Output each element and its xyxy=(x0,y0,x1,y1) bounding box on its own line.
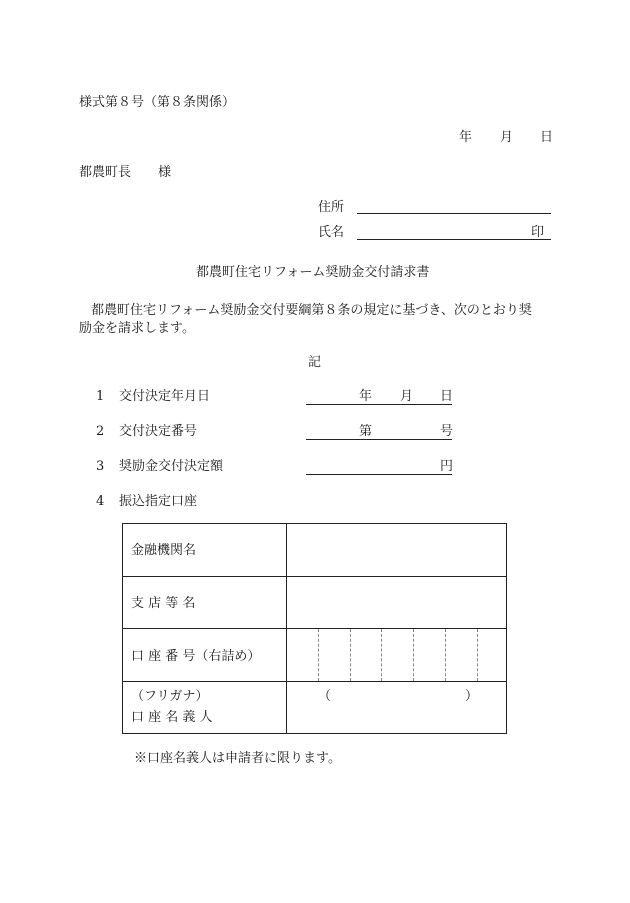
branch-name-label: 支 店 等 名 xyxy=(131,596,196,611)
digit-divider xyxy=(318,629,319,681)
item1-label: 交付決定年月日 xyxy=(119,389,211,404)
account-number-label: 口 座 番 号（右詰め） xyxy=(131,649,261,664)
digit-divider xyxy=(381,629,382,681)
account-holder-note: ※口座名義人は申請者に限ります。 xyxy=(134,751,341,766)
account-holder-label: 口 座 名 義 人 xyxy=(131,710,213,725)
item3-yen: 円 xyxy=(440,459,454,474)
item2-label: 交付決定番号 xyxy=(119,424,198,439)
item3-number: 3 xyxy=(96,459,105,474)
account-number-cell[interactable] xyxy=(287,629,506,681)
item1-year: 年 xyxy=(359,389,373,404)
item4-number: 4 xyxy=(96,494,105,509)
date-year-label: 年 xyxy=(459,130,473,145)
paren-close: ） xyxy=(465,689,479,704)
name-label: 氏名 xyxy=(318,225,345,240)
branch-name-cell[interactable] xyxy=(287,577,506,628)
date-month-label: 月 xyxy=(500,130,514,145)
furigana-label: （フリガナ） xyxy=(131,689,209,704)
bank-name-label: 金融機関名 xyxy=(131,543,197,558)
bank-name-cell[interactable] xyxy=(287,524,506,576)
ki-heading: 記 xyxy=(308,355,322,370)
digit-divider xyxy=(445,629,446,681)
digit-divider xyxy=(350,629,351,681)
form-number: 様式第８号（第８条関係） xyxy=(79,95,236,110)
addressee-honorific: 様 xyxy=(158,165,172,180)
item2-dai: 第 xyxy=(359,424,373,439)
item4-label: 振込指定口座 xyxy=(119,494,198,509)
addressee-name: 都農町長 xyxy=(79,165,132,180)
item3-field-line[interactable] xyxy=(306,474,452,475)
item2-number: 2 xyxy=(96,424,105,439)
item1-field-line[interactable] xyxy=(306,404,452,405)
body-text-line2: 励金を請求します。 xyxy=(79,321,195,336)
item3-label: 奨励金交付決定額 xyxy=(119,459,224,474)
seal-mark: 印 xyxy=(531,225,545,240)
body-text-line1: 都農町住宅リフォーム奨励金交付要綱第８条の規定に基づき、次のとおり奨 xyxy=(91,303,532,318)
digit-divider xyxy=(477,629,478,681)
item1-month: 月 xyxy=(400,389,414,404)
bank-account-table xyxy=(122,523,507,734)
date-day-label: 日 xyxy=(540,130,554,145)
item2-field-line[interactable] xyxy=(306,439,452,440)
address-field-line[interactable] xyxy=(357,213,551,214)
item1-number: 1 xyxy=(96,389,105,404)
item2-go: 号 xyxy=(440,424,454,439)
paren-open: （ xyxy=(318,689,332,704)
document-title: 都農町住宅リフォーム奨励金交付請求書 xyxy=(196,265,430,280)
address-label: 住所 xyxy=(318,200,345,215)
digit-divider xyxy=(413,629,414,681)
item1-day: 日 xyxy=(440,389,454,404)
name-field-line[interactable] xyxy=(357,239,551,240)
